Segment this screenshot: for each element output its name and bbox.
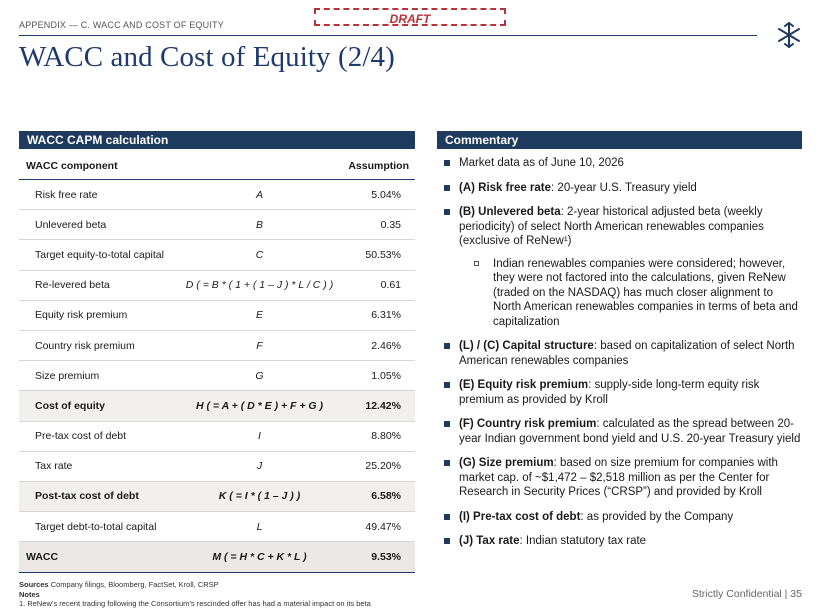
row-formula: M ( = H * C + K * L ) <box>212 551 307 564</box>
commentary-item <box>441 156 801 171</box>
commentary-lead: (F) Country risk premium <box>459 418 597 430</box>
sources-line <box>19 580 371 590</box>
row-label: Re-levered beta <box>35 279 110 292</box>
row-label: Size premium <box>35 369 100 382</box>
cost-of-equity-row <box>19 391 415 421</box>
row-value: 25.20% <box>365 460 401 473</box>
table-row <box>19 331 415 361</box>
commentary-text: : as provided by the Company <box>580 510 734 523</box>
snowflake-logo-icon <box>776 20 802 50</box>
row-formula: D ( = B * ( 1 + ( 1 – J ) * L / C ) ) <box>185 279 334 292</box>
row-value: 6.58% <box>371 490 401 503</box>
row-label: WACC <box>26 551 59 564</box>
row-formula: C <box>255 248 264 261</box>
row-value: 9.53% <box>371 551 401 564</box>
row-value: 0.35 <box>380 218 401 231</box>
hollow-bullet-icon <box>474 261 479 266</box>
row-value: 49.47% <box>365 520 401 533</box>
bullet-icon <box>444 343 450 349</box>
table-row <box>19 210 415 240</box>
commentary-text: Market data as of June 10, 2026 <box>459 157 624 169</box>
commentary-text: : calculated as the spread between 20-year Indian government bond yield and U.S. 20-year Treasury yield <box>459 418 801 445</box>
commentary-item <box>441 456 801 500</box>
notes-label: Notes <box>19 589 40 599</box>
table-header <box>19 153 415 180</box>
commentary-item <box>441 205 801 329</box>
commentary-lead: (G) Size premium <box>459 457 554 469</box>
commentary-item <box>441 339 801 368</box>
row-value: 50.53% <box>365 248 401 261</box>
row-formula: H ( = A + ( D * E ) + F + G ) <box>196 399 323 412</box>
commentary-item <box>441 181 801 196</box>
bullet-icon <box>444 538 450 544</box>
row-label: Post-tax cost of debt <box>35 490 139 503</box>
row-value: 2.46% <box>371 339 401 352</box>
commentary-item <box>441 510 801 525</box>
row-label: Equity risk premium <box>35 309 128 322</box>
row-label: Pre-tax cost of debt <box>35 430 127 443</box>
wacc-total-row <box>19 542 415 573</box>
header-divider <box>19 35 757 36</box>
breadcrumb: APPENDIX — C. WACC AND COST OF EQUITY <box>19 20 224 30</box>
sources-label: Sources <box>19 580 49 589</box>
commentary-text: : 20-year U.S. Treasury yield <box>551 181 697 194</box>
row-value: 1.05% <box>371 369 401 382</box>
table-row <box>19 422 415 452</box>
row-formula: F <box>256 339 263 352</box>
row-formula: I <box>258 430 261 443</box>
footnote-1: 1. ReNew’s recent trading following the Consortium’s rescinded offer has had a material impact on its beta <box>19 599 371 608</box>
commentary-lead: (A) Risk free rate <box>459 181 552 194</box>
commentary-text: : 2-year historical adjusted beta (weekly periodicity) of select North American renewables companies (exclusive of ReNew¹) <box>459 206 764 247</box>
commentary-item <box>441 417 801 446</box>
bullet-icon <box>444 421 450 427</box>
footnotes <box>19 580 371 609</box>
commentary-list <box>441 156 801 559</box>
table-row <box>19 240 415 270</box>
row-label: Tax rate <box>35 460 73 473</box>
commentary-subtext: Indian renewables companies were considered; however, they were not factored into the calculations, given ReNew (traded on the NASDAQ) has much closer alignment to North American renewables companies in terms of beta and capitalization <box>493 257 798 328</box>
confidentiality-page-number: Strictly Confidential | 35 <box>691 588 802 600</box>
bullet-icon <box>444 209 450 215</box>
column-header-assumption: Assumption <box>348 160 409 172</box>
row-value: 6.31% <box>371 309 401 322</box>
draft-stamp: DRAFT <box>314 8 506 26</box>
commentary-lead: (L) / (C) Capital structure <box>459 340 594 352</box>
row-value: 8.80% <box>371 430 401 443</box>
commentary-text: : supply-side long-term equity risk premium as provided by Kroll <box>459 379 760 406</box>
commentary-item <box>441 534 801 549</box>
bullet-icon <box>444 382 450 388</box>
commentary-lead: (B) Unlevered beta <box>459 206 561 218</box>
table-row <box>19 512 415 542</box>
row-value: 0.61 <box>380 279 401 292</box>
row-label: Risk free rate <box>35 188 98 201</box>
bullet-icon <box>444 160 450 166</box>
row-formula: J <box>256 460 263 473</box>
column-header-component: WACC component <box>26 160 118 172</box>
page-title: WACC and Cost of Equity (2/4) <box>19 41 395 73</box>
post-tax-cost-of-debt-row <box>19 482 415 512</box>
commentary-text: : based on size premium for companies with market cap. of ~$1,472 – $2,518 million as per the Center for Research in Security Prices (“CRSP”) and provided by Kroll <box>459 457 778 498</box>
row-formula: A <box>255 188 263 201</box>
commentary-item <box>441 378 801 407</box>
sources-text: Company filings, Bloomberg, FactSet, Kroll, CRSP <box>48 580 219 589</box>
commentary-lead: (J) Tax rate <box>459 535 520 547</box>
table-row <box>19 301 415 331</box>
wacc-panel-header: WACC CAPM calculation <box>19 131 415 149</box>
wacc-table <box>19 153 415 573</box>
commentary-text: : Indian statutory tax rate <box>519 535 647 547</box>
row-label: Unlevered beta <box>35 218 107 231</box>
row-label: Target debt-to-total capital <box>35 520 157 533</box>
row-value: 5.04% <box>371 188 401 201</box>
bullet-icon <box>444 514 450 520</box>
table-row <box>19 180 415 210</box>
row-value: 12.42% <box>365 399 401 412</box>
row-label: Country risk premium <box>35 339 135 352</box>
commentary-lead: (E) Equity risk premium <box>459 379 589 391</box>
row-formula: B <box>255 218 263 231</box>
commentary-lead: (I) Pre-tax cost of debt <box>459 510 581 523</box>
row-formula: E <box>255 309 263 322</box>
bullet-icon <box>444 460 450 466</box>
commentary-panel-header: Commentary <box>437 131 802 149</box>
commentary-subitem <box>459 257 801 330</box>
row-formula: L <box>256 520 263 533</box>
row-label: Target equity-to-total capital <box>35 248 164 261</box>
table-row <box>19 361 415 391</box>
bullet-icon <box>444 185 450 191</box>
row-label: Cost of equity <box>35 399 105 412</box>
table-row <box>19 452 415 482</box>
table-row <box>19 271 415 301</box>
row-formula: K ( = I * ( 1 – J ) ) <box>218 490 301 503</box>
commentary-text: : based on capitalization of select North American renewables companies <box>459 340 795 367</box>
row-formula: G <box>255 369 264 382</box>
